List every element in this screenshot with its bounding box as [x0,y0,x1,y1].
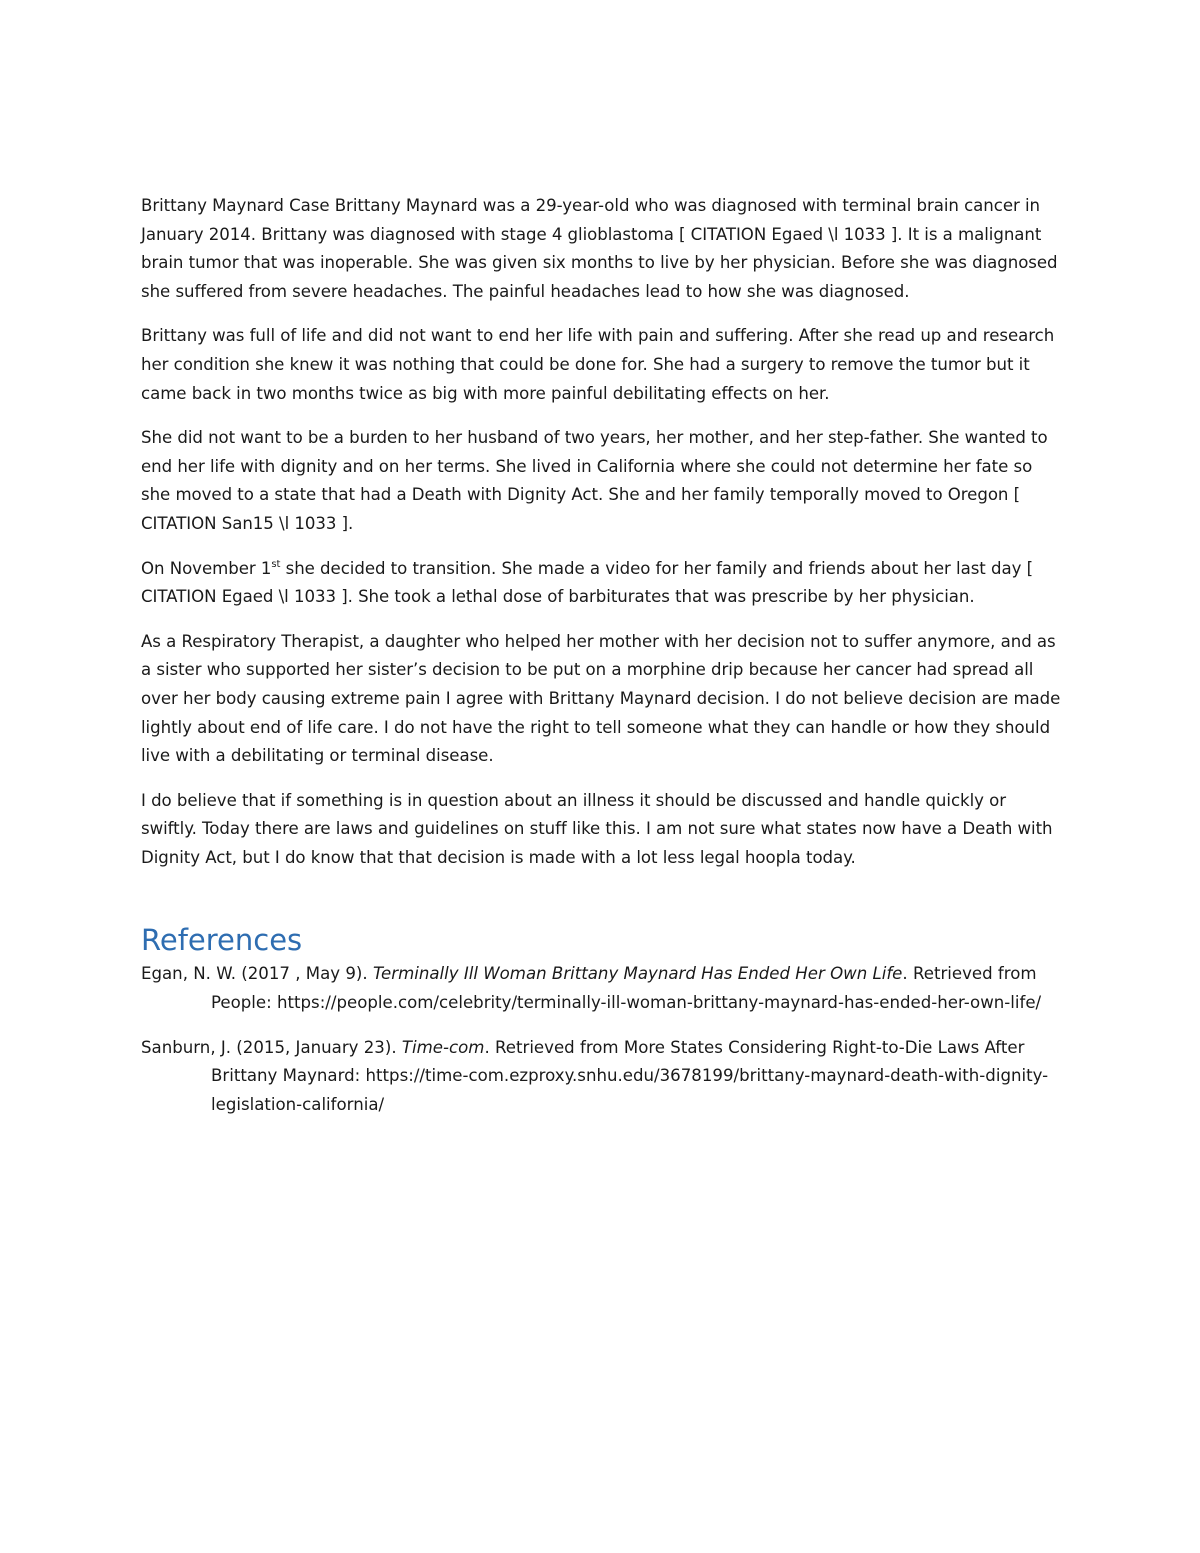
references-list [141,960,1061,1119]
paragraph-5: As a Respiratory Therapist, a daughter who helped her mother with her decision not to suffer anymore, and as a sister who supported her sister’s decision to be put on a morphine drip because her cancer had spread all over her body causing extreme pain I agree with Brittany Maynard decision. I do not believe decision are made lightly about end of life care. I do not have the right to tell someone what they can handle or how they should live with a debilitating or terminal disease. [141,631,1061,766]
reference-1-title: Terminally Ill Woman Brittany Maynard Has Ended Her Own Life [372,964,903,984]
reference-1-prefix: Egan, N. W. (2017 , May 9). [141,964,373,984]
ordinal-suffix: st [271,558,281,570]
paragraph-6: I do believe that if something is in question about an illness it should be discussed and handle quickly or swiftly. Today there are laws and guidelines on stuff like this. I am not sure what states now have a Death with Dignity Act, but I do know that that decision is made with a lot less legal hoopla today. [141,790,1053,867]
paragraph-3: She did not want to be a burden to her husband of two years, her mother, and her step-father. She wanted to end her life with dignity and on her terms. She lived in California where she could not determine her fate so she moved to a state that had a Death with Dignity Act. She and her family temporally moved to Oregon [ CITATION San15 \l 1033 ]. [141,428,1048,533]
paragraph-4-after: she decided to transition. She made a video for her family and friends about her last day [ CITATION Egaed \l 1033 ]. She took a lethal dose of barbiturates that was prescribe by her physician. [141,558,1034,607]
reference-2-suffix: . Retrieved from More States Considering Right-to-Die Laws After Brittany Maynard: https://time-com.ezproxy.snhu.edu/3678199/brittany-maynard-death-with-dignity-legislation-california/ [211,1037,1049,1114]
reference-1-suffix: . Retrieved from People: https://people.com/celebrity/terminally-ill-woman-brittany-maynard-has-ended-her-own-life/ [211,964,1042,1013]
paragraph-1: Brittany Maynard Case Brittany Maynard was a 29-year-old who was diagnosed with terminal brain cancer in January 2014. Brittany was diagnosed with stage 4 glioblastoma [ CITATION Egaed \l 1033 ]. It is a malignant brain tumor that was inoperable. She was given six months to live by her physician. Before she was diagnosed she suffered from severe headaches. The painful headaches lead to how she was diagnosed. [141,196,1058,301]
paragraph-4-before: On November 1 [141,558,272,578]
reference-2-prefix: Sanburn, J. (2015, January 23). [141,1037,402,1057]
reference-entry-1 [141,960,1061,1017]
document-body [141,192,1061,872]
paragraph-4 [141,555,1061,612]
reference-2-title: Time-com [401,1037,485,1057]
paragraph-2: Brittany was full of life and did not want to end her life with pain and suffering. After she read up and research her condition she knew it was nothing that could be done for. She had a surgery to remove the tumor but it came back in two months twice as big with more painful debilitating effects on her. [141,326,1055,403]
references-heading: References [141,923,303,958]
reference-entry-2 [141,1034,1061,1120]
document-page [141,192,1061,1135]
